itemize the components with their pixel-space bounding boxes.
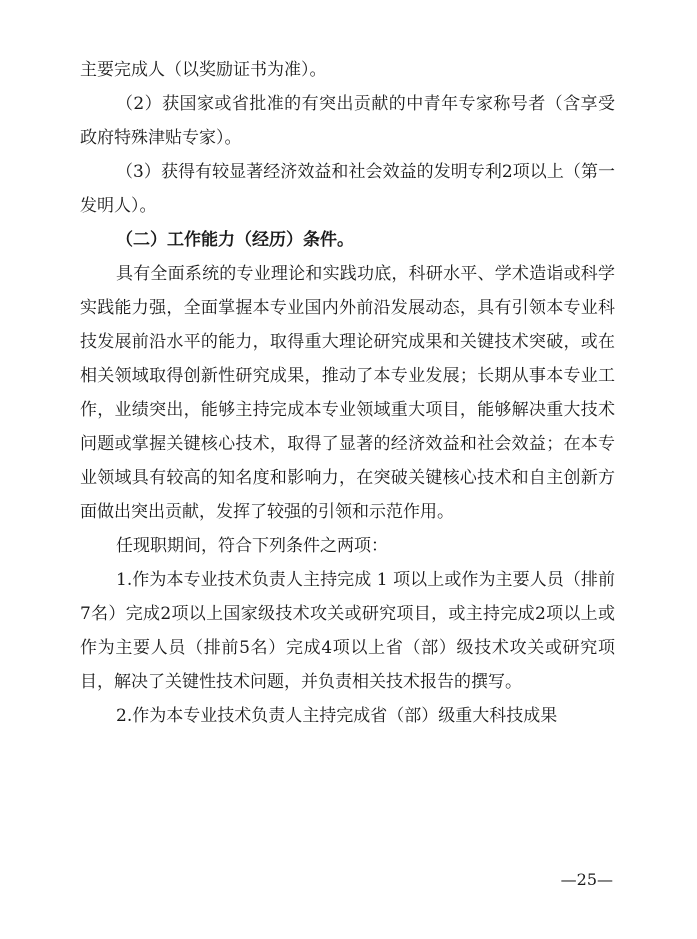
paragraph-condition-1: 1.作为本专业技术负责人主持完成 1 项以上或作为主要人员（排前7名）完成2项以上国家级技术攻关或研究项目，或主持完成2项以上或作为主要人员（排前5名）完成4项以上省（部）级技术攻关或研究项目，解决了关键性技术问题，并负责相关技术报告的撰写。 xyxy=(80,570,615,692)
paragraph-award-certificate: 主要完成人（以奖励证书为准）。 xyxy=(80,60,327,80)
page-number: —25— xyxy=(560,870,613,889)
section-heading-work-ability: （二）工作能力（经历）条件。 xyxy=(116,230,354,250)
paragraph-conditions-intro: 任现职期间，符合下列条件之两项： xyxy=(116,536,388,556)
paragraph-condition-2: 2.作为本专业技术负责人主持完成省（部）级重大科技成果 xyxy=(116,706,558,726)
paragraph-work-ability-description: 具有全面系统的专业理论和实践功底，科研水平、学术造诣或科学实践能力强，全面掌握本专业国内外前沿发展动态，具有引领本专业科技发展前沿水平的能力，取得重大理论研究成果和关键技术突破，或在相关领域取得创新性研究成果，推动了本专业发展；长期从事本专业工作，业绩突出，能够主持完成本专业领域重大项目，能够解决重大技术问题或掌握关键核心技术，取得了显著的经济效益和社会效益；在本专业领域具有较高的知名度和影响力，在突破关键核心技术和自主创新方面做出突出贡献，发挥了较强的引领和示范作用。 xyxy=(80,264,615,522)
paragraph-expert-title: （2）获国家或省批准的有突出贡献的中青年专家称号者（含享受政府特殊津贴专家）。 xyxy=(80,94,615,148)
document-body xyxy=(80,53,615,733)
paragraph-invention-patent: （3）获得有较显著经济效益和社会效益的发明专利2项以上（第一发明人）。 xyxy=(80,162,615,216)
